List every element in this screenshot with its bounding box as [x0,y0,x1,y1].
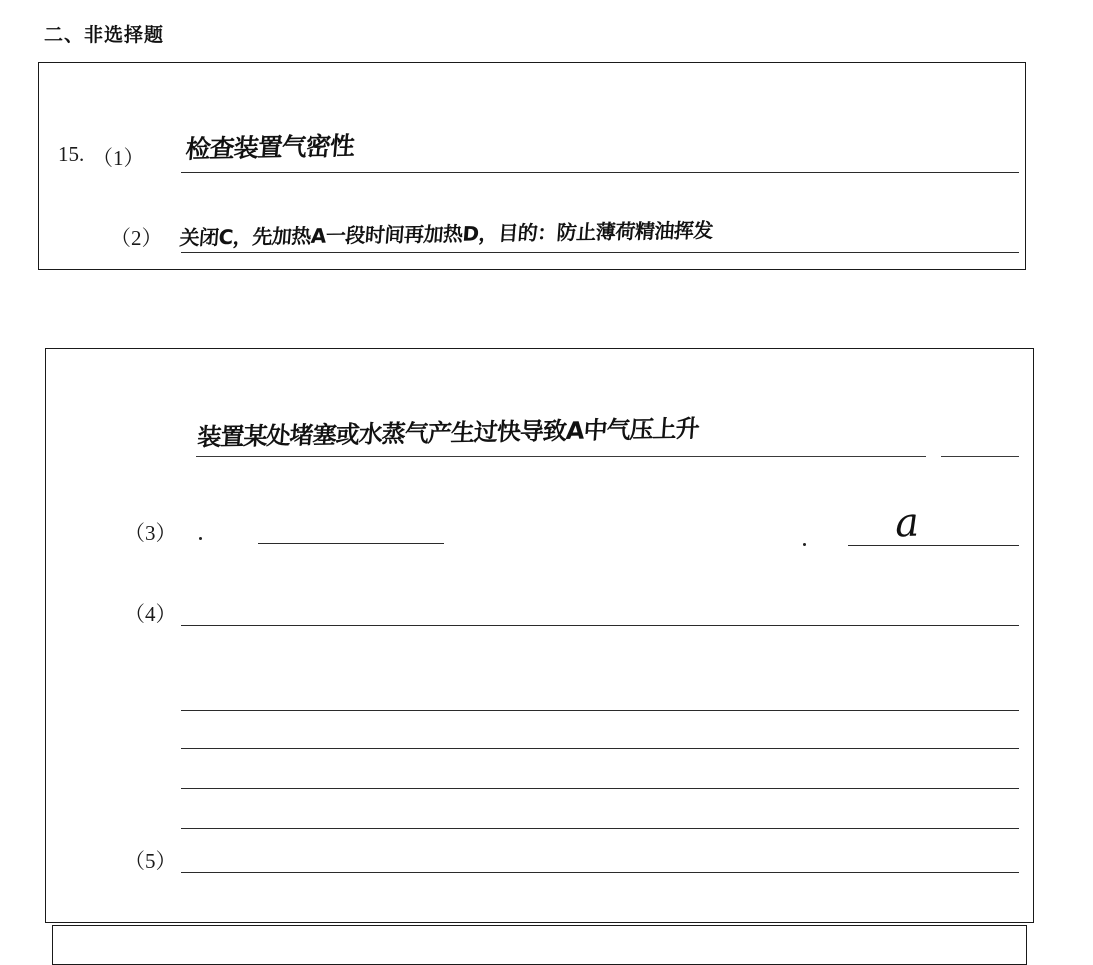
sub-label-4: （4） [124,602,177,626]
section-heading: 二、非选择题 [44,25,165,46]
handwriting-answer-3: 装置某处堵塞或水蒸气产生过快导致A中气压上升 [196,414,700,452]
answer-line-3a[interactable] [258,543,444,544]
answer-line-4b[interactable] [181,710,1019,711]
answer-line-5[interactable] [181,872,1019,873]
answer-box-third-partial [52,925,1027,965]
answer-line-2[interactable] [181,252,1019,253]
answer-line-3-upper[interactable] [196,456,926,457]
answer-line-1[interactable] [181,172,1019,173]
question-number-15: 15. [58,142,85,166]
handwriting-answer-2: 关闭C，先加热A一段时间再加热D，目的：防止薄荷精油挥发 [178,218,714,250]
answer-line-3-upper-right[interactable] [941,456,1019,457]
sub-label-2: （2） [110,226,163,250]
answer-line-4e[interactable] [181,828,1019,829]
sub-label-1: （1） [92,146,145,170]
answer-line-4a[interactable] [181,625,1019,626]
pen-dot-mark-right [803,543,806,546]
pen-dot-mark-left [199,537,202,540]
answer-line-4c[interactable] [181,748,1019,749]
answer-line-3b[interactable] [848,545,1019,546]
answer-line-4d[interactable] [181,788,1019,789]
sub-label-5: （5） [124,849,177,873]
sub-label-3: （3） [124,521,177,545]
handwriting-answer-3-mark: a [893,499,921,547]
handwriting-answer-1: 检查装置气密性 [184,131,356,164]
